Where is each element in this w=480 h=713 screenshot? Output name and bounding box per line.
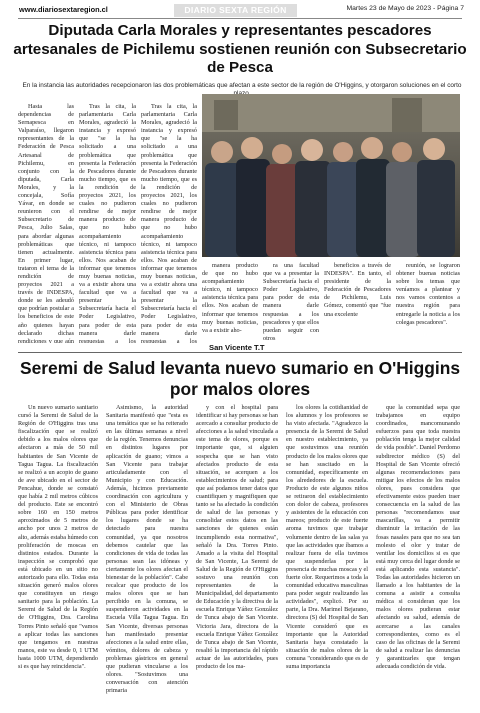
article-text: reunión, se lograron obtener buenas noticias sobre los temas que veníamos a plantear y nos vamos contentos a nuestra región para entregarle la noticia a los colegas pescadores". [396, 262, 460, 326]
site-url[interactable]: www.diariosextaregion.cl [19, 5, 108, 14]
article2-headline: Seremi de Salud levanta nuevo sumario en O'Higgins por malos olores [20, 358, 460, 399]
article2-column-4 [286, 404, 368, 706]
article-text: los olores la cotidianidad de los alumnos y los profesores se ha visto afectada. "Agradezco la presencia de la Seremi de Salud en nuestro establecimiento, ya que sostuvimos una reunión producto de los malos olores que se han suscitado en la comunidad, específicamente en los alrededores de la escuela. Producto de este algunos niños se retiraron del establecimiento con dolor de cabeza, profesores y asistentes de la educación con mareos; producto de este fuerte aroma tuvimos que trabajar volumente dentro de las salas ya que las actividades que íbamos a realizar fuera de ella tuvimos que suspenderlas por la presencia de muchas moscas y el fuerte olor. Requerimos a toda la comunidad educativa masculinas para poder seguir realizando las actividades", explicó. Por su parte, la Dra. Marimel Bejarano, directora (S) del Hospital de San Vicente consideró que es importante que la Autoridad Sanitaria haya constatado la situación de malos olores de la comuna "considerando que es de suma importancia [286, 404, 368, 670]
article-text: que la comunidad sepa que trabajamos en equipo coordinados, mancomunando esfuerzos para que toda nuestra población tenga la mejor calidad de vida posible". Daniel Perdomo subdirector médico (S) del Hospital de San Vicente ofreció algunas recomendaciones para mitigar los efectos de los malos olores, pues considera que efectivamente estos pueden traer consecuencia en la salud de las personas "recomendamos usar mascarillas, va a permitir disminuir la irritación de las fosas nasales para que no sea tan molesto el olor y tratar de ventilar los domicilios si es que está muy cerca del lugar donde se está aplicando esta sustancia". Todas las autoridades hicieron un llamado a los habitantes de la comuna a asistir a consulta médica si consideran que los malos olores pudieran estar afectando su salud, además de acercarse a las canales correspondientes, como es el caso de las oficinas de la Seremi de salud a realizar las denuncias y garantizarles que tengan adecuada condición de vida. [376, 404, 460, 670]
masthead-band: DIARIO SEXTA REGIÓN [174, 4, 297, 17]
header-divider [18, 18, 462, 19]
article-text: Hasta las dependencias de Sernapesca en Valparaíso, llegaron representantes de la Federación de Pesca Artesanal de Pichilemu, en conjunto con la diputada, Carla Morales, y la concejala, Sofía Yávar, en donde se reunieron con el Subsecretario de Pesca, Julio Salas, para abordar algunas problemáticas que tienen actualmente. En primer lugar, trataron el tema de la rendición de proyectos 2021 a través de INDESPA, donde se les adeudó que podrían postular a los beneficios de este año quienes hayan declarado dichas rendiciones y que aún [18, 103, 74, 343]
article-column-6 [324, 262, 391, 344]
article-text: Un nuevo sumario sanitario cursó la Seremi de Salud de la Región de O'Higgins tras una fiscalización que se realizó debido a los malos olores que afectaron a más de 50 mil habitantes de San Vicente de Tagua Tagua. La fiscalización se realizó a un acopio de guano de ave ubicado en el sector de Pencahue, donde se constató que había 2 mil metros cúbicos del producto. Este se encontró sobre 160 en 150 metros aproximados de 5 metros de ancho por unos 2 metros de alto, además estaba húmedo con proliferación de moscas en distintos estados. Durante la inspección se comprobó que está ubicado en un sitio no autorizado para ello. Todas esta situación generó malos olores que constituyen un riesgo sanitario para la población. La Seremi de Salud de la Región de O'Higgins, Dra. Carolina Torres Pinto señaló que "vamos a aplicar todas las sanciones que tengamos en nuestras manos, este va desde 0, 1 UTM hasta 1000 UTM, dependiendo si es que hay reincidencia". [18, 404, 98, 670]
article-column-1 [18, 103, 74, 343]
article-column-2 [79, 103, 136, 343]
article-column-5 [263, 262, 319, 344]
photo-image [202, 94, 460, 257]
article2-column-5 [376, 404, 460, 706]
article-column-3 [141, 103, 197, 343]
article-column-7 [396, 262, 460, 344]
article-text: y con el hospital para identificar si hay personas se han acercado a consultar producto de afecciones a la salud vinculada a este tema de olores, porque es importante que, si alguien sospecha que se han visto afectados producto de esta situación, se acerquen a los establecimientos de salud; para que así podamos tener datos que cuantifiquen y magnifiquen que tanto se ha afectado la condición de salud de las personas y consolidar estos datos en las sanciones de quienes están incumpliendo esta normativa", señaló la Dra. Torres Pinto. Amado a la visita del Hospital de San Vicente, La Seremi de Salud de la Región de O'Higgins sostuvo una reunión con representantes de la Municipalidad, del departamento de Educación y la directiva de la escuela Enrique Yáñez González de Tunca abajo de San Vicente. Victoria Jara, directora de la escuela Enrique Yáñez González de Tunca abajo de San Vicente, resaltó la importancia del rápido actuar de las autoridades, pues producto de los ma- [196, 404, 278, 670]
article2-column-2 [106, 404, 188, 706]
article-text: manera producto de que no hubo acompañamiento técnico, ni tampoco asistencia técnica para ellos. Nos acaban de informar que tenemos muy buenas noticias, va a existir aho- [202, 262, 258, 334]
issue-date: Martes 23 de Mayo de 2023 - Página 7 [346, 5, 464, 12]
article2-column-1 [18, 404, 98, 706]
article-text: Tras la cita, la parlamentaria Carla Morales, agradeció la instancia y expresó que "se la ha solicitado a una problemática que presenta la Federación de Pescadores durante mucho tiempo, que es la rendición de proyectos 2021, los cuales no pudieron rendirse de mejor manera producto de que no hubo acompañamiento técnico, ni tampoco asistencia técnica para ellos. Nos acaban de informar que tenemos muy buenas noticias, va a existir ahora una facultad que va a presentar la Subsecretaría hacia el Poder Legislativo, para poder de esta manera darle respuestas a los [79, 103, 136, 343]
article2-column-3 [196, 404, 278, 706]
article-text: Asimismo, la autoridad Sanitaria manifestó que "esta es una temática que se ha reiterado en las últimas semanas a nivel de la región. Tenemos denuncias en distintos lugares por aplicación de guano; vimos a San Vicente para trabajar articuladamente con el Municipio y con Educación. Además, hicimos previamente coordinación con agricultura y con el Ministerio de Obras Públicas para poder identificar los lugares donde se ha detectado para nuestra comunidad, ya que nosotros debemos cautelar que las condiciones de vida de todas las personas sean las idóneas y ciertamente los olores afectan el bienestar de la población". Cabe recalcar que producto de los malos olores que se han percibido en la comuna, se suspendieron actividades en la Escuela Villa Tagua Tagua. En San Vicente, diversas personas han manifestado presentar afecciones a la salud entre ellas, vómitos, dolores de cabeza y problemas gástricos en general que pudieran vincularse a los olores. "Sostuvimos una conversación con atención primaria [106, 404, 188, 695]
group-photo [202, 94, 460, 257]
section-divider [18, 352, 462, 353]
article-text: ra una facultad que va a presentar la Subsecretaría hacia el Poder Legislativo, para poder de esta manera darle respuestas a los pescadores y que ellos puedan seguir con otros [263, 262, 319, 342]
article-column-4 [202, 262, 258, 344]
article-text: Tras la cita, la parlamentaria Carla Morales, agradeció la instancia y expresó que "se la ha solicitado a una problemática que presenta la Federación de Pescadores durante mucho tiempo, que es la rendición de proyectos 2021, los cuales no pudieron rendirse de mejor manera producto de que no hubo acompañamiento técnico, ni tampoco asistencia técnica para ellos. Nos acaban de informar que tenemos muy buenas noticias, va a existir ahora una facultad que va a presentar la Subsecretaría hacia el Poder Legislativo, para poder de esta manera darle respuestas a los [141, 103, 197, 343]
article-headline: Diputada Carla Morales y representantes pescadores artesanales de Pichilemu sostienen reunión con Subsecretario de Pesca [13, 22, 467, 76]
article-lead: En la instancia las autoridades recepcionaron las dos problemáticas que afectan a este sector de la región de O'Higgins, y otorgaron soluciones en el corto [22, 82, 462, 89]
article-text: beneficios a través de INDESPA". En tanto, el presidente de la Federación de Pescadores de Pichilemu, Luis Gómez, comentó que "fue una excelente [324, 262, 391, 318]
section-kicker: San Vicente T.T [206, 343, 268, 352]
